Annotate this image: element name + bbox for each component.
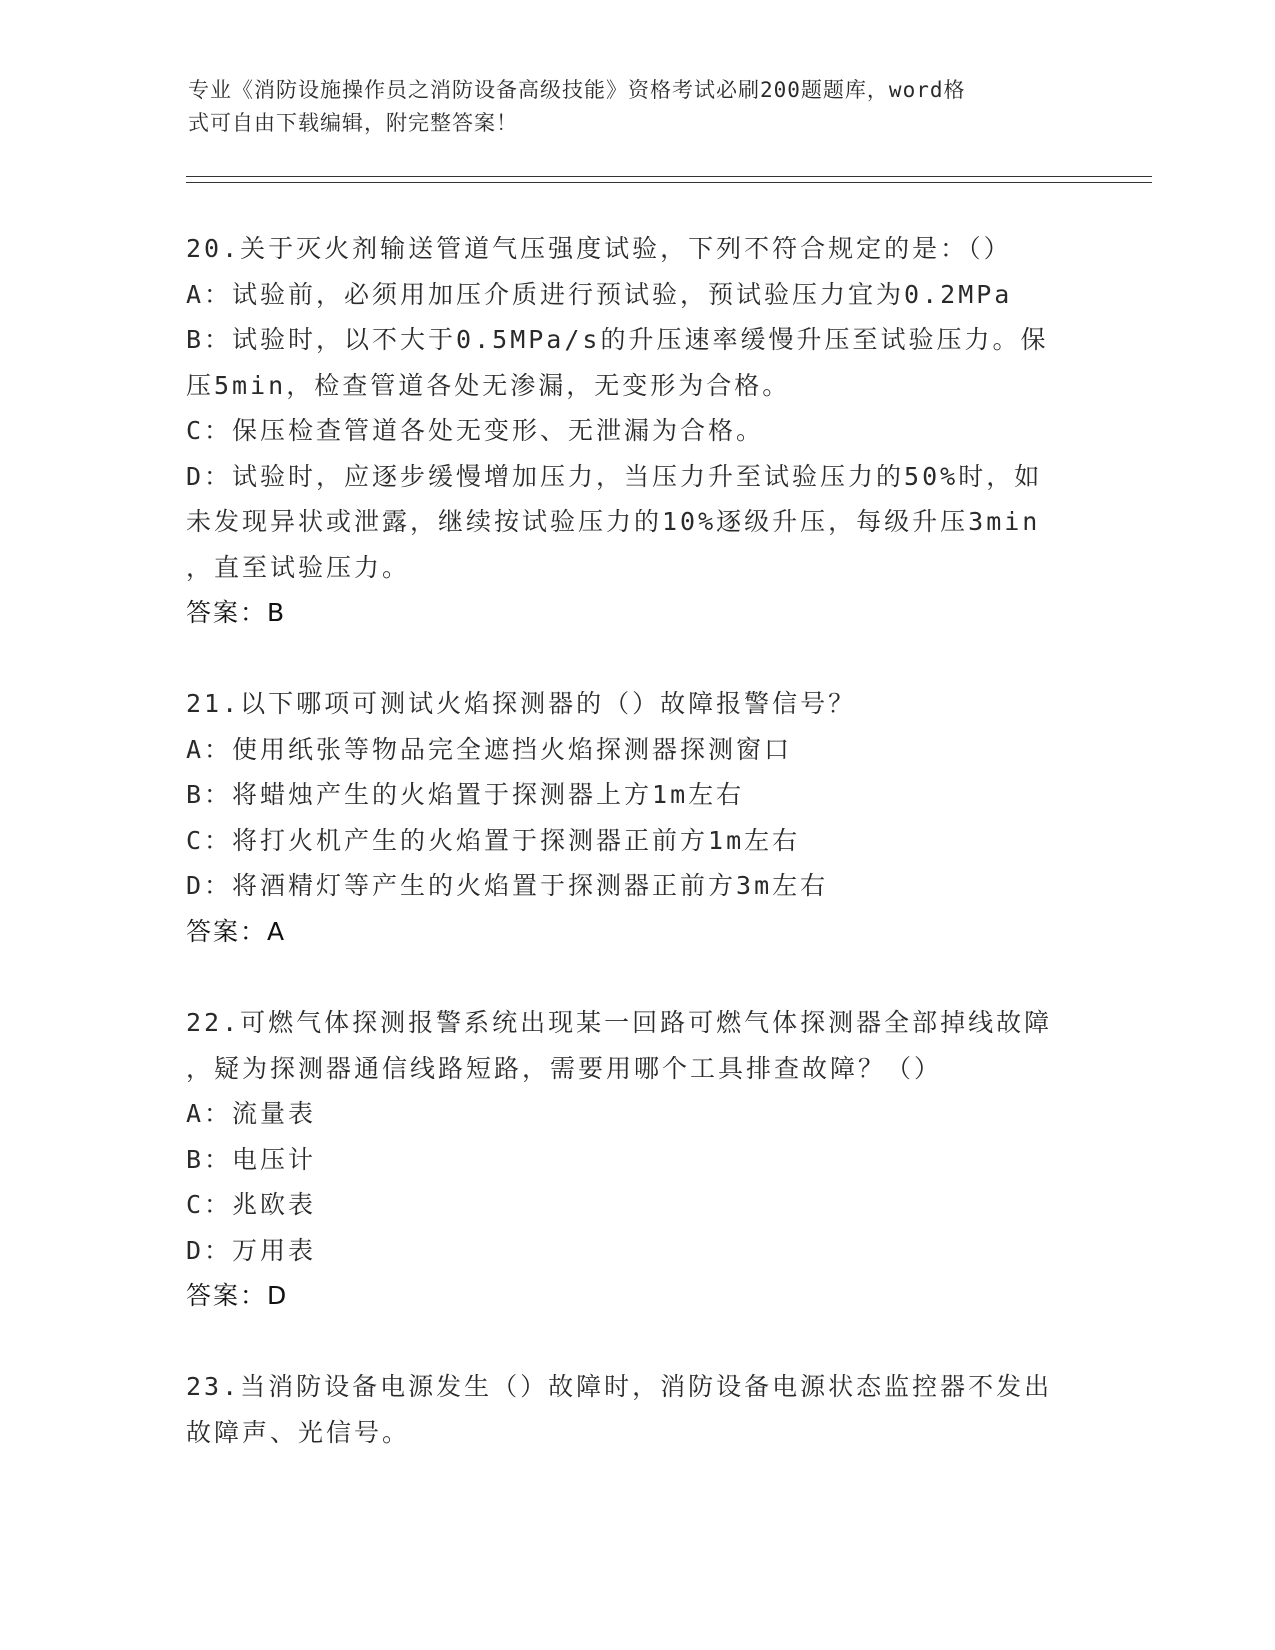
question-22-stem: 22.可燃气体探测报警系统出现某一回路可燃气体探测器全部掉线故障 bbox=[186, 1008, 1053, 1037]
question-23 bbox=[186, 1364, 1086, 1455]
header-divider-bottom bbox=[186, 182, 1152, 183]
question-22-option-c: C：兆欧表 bbox=[186, 1190, 317, 1219]
question-22 bbox=[186, 1000, 1086, 1319]
question-20-option-a: A：试验前，必须用加压介质进行预试验，预试验压力宜为0.2MPa bbox=[186, 279, 1013, 309]
header-line-1: 专业《消防设施操作员之消防设备高级技能》资格考试必刷200题题库，word格 bbox=[188, 78, 966, 102]
question-22-option-a: A：流量表 bbox=[186, 1099, 317, 1128]
question-21 bbox=[186, 681, 1086, 954]
question-20-option-d: D：试验时，应逐步缓慢增加压力，当压力升至试验压力的50%时，如 bbox=[186, 461, 1043, 491]
question-23-stem-cont: 故障声、光信号。 bbox=[186, 1417, 411, 1447]
question-20-option-b: B：试验时，以不大于0.5MPa/s的升压速率缓慢升压至试验压力。保 bbox=[186, 325, 1049, 354]
question-20-option-b-cont: 压5min，检查管道各处无渗漏，无变形为合格。 bbox=[186, 370, 791, 400]
question-20-answer: 答案：B bbox=[186, 598, 287, 627]
question-22-option-d: D：万用表 bbox=[186, 1235, 317, 1265]
document-header bbox=[188, 74, 1068, 140]
question-20-option-d-cont: 未发现异状或泄露，继续按试验压力的10%逐级升压，每级升压3min bbox=[186, 507, 1041, 536]
question-21-option-b: B：将蜡烛产生的火焰置于探测器上方1m左右 bbox=[186, 780, 745, 809]
question-20 bbox=[186, 226, 1086, 636]
question-21-option-d: D：将酒精灯等产生的火焰置于探测器正前方3m左右 bbox=[186, 871, 829, 900]
question-20-option-d-cont-2: ，直至试验压力。 bbox=[186, 552, 411, 582]
question-21-stem: 21.以下哪项可测试火焰探测器的（）故障报警信号？ bbox=[186, 689, 857, 718]
question-22-option-b: B：电压计 bbox=[186, 1144, 317, 1174]
question-21-option-c: C：将打火机产生的火焰置于探测器正前方1m左右 bbox=[186, 825, 801, 855]
question-22-answer: 答案：D bbox=[186, 1281, 289, 1310]
question-20-stem: 20.关于灭火剂输送管道气压强度试验，下列不符合规定的是：（） bbox=[186, 234, 1012, 263]
header-divider-top bbox=[186, 176, 1152, 177]
question-22-stem-cont: ，疑为探测器通信线路短路，需要用哪个工具排查故障？（） bbox=[186, 1053, 943, 1083]
header-line-2: 式可自由下载编辑，附完整答案！ bbox=[188, 111, 518, 135]
question-21-option-a: A：使用纸张等物品完全遮挡火焰探测器探测窗口 bbox=[186, 734, 793, 764]
question-20-option-c: C：保压检查管道各处无变形、无泄漏为合格。 bbox=[186, 416, 765, 445]
question-23-stem: 23.当消防设备电源发生（）故障时，消防设备电源状态监控器不发出 bbox=[186, 1372, 1053, 1401]
question-21-answer: 答案：A bbox=[186, 916, 287, 946]
